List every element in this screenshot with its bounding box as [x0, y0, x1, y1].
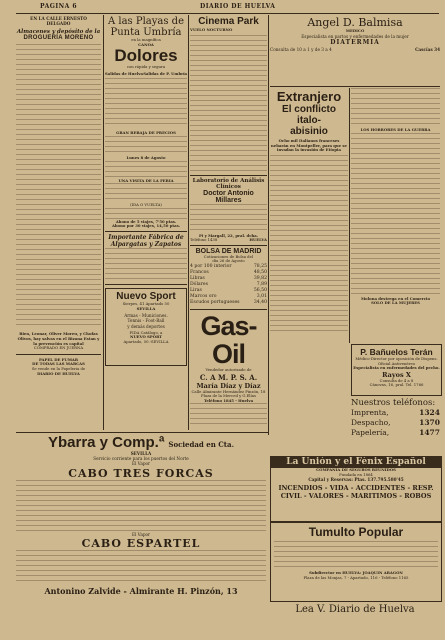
telefono-label: Imprenta, [351, 408, 389, 417]
conflicto-text [270, 155, 348, 333]
page-number: PAGINA 6 [40, 3, 78, 10]
bolsa-label: Marcos oro [190, 293, 217, 299]
rebaja-text [105, 136, 187, 156]
playas-sub: en la magnífica [131, 37, 161, 42]
cinema-text [190, 35, 267, 173]
bolsa-sub: Cotizaciones de Bolsa del [203, 253, 254, 259]
feria-place: (IDA O VUELTA) [130, 202, 162, 208]
fabrica-title: Importante Fábrica de [108, 233, 184, 241]
playas-place: Punta Umbría [110, 27, 182, 38]
tumulto-ad [270, 522, 442, 602]
lab-title: Laboratorio de Análisis [192, 177, 265, 184]
bolsa-label: Dólares [190, 281, 208, 287]
lab-title-2: Clínicos [216, 183, 241, 190]
union-sub-2: Fundada en 1864 [339, 471, 373, 477]
bolsa-label: 4 por 100 interior [190, 263, 232, 269]
gas-name: María Díaz y Díaz [196, 381, 261, 390]
horrores-column [351, 88, 440, 343]
telefonos-list [351, 408, 440, 438]
paper-title: PAPEL DE FUMAR [38, 356, 79, 362]
paper-sub: DE TODAS LAS MARCAS [32, 361, 85, 367]
balmisa-addr: Cascías 34 [415, 46, 440, 52]
ybarra-ship-2: CABO ESPARTEL [81, 536, 201, 550]
bolsa-label: Escudos portugueses [190, 299, 240, 305]
lab-tel: Teléfono 1438 [190, 237, 218, 243]
gas-vendor: Vendedor autorizado de [205, 366, 252, 372]
lea-line [270, 604, 440, 624]
intro-title: EN LA CALLE ERNESTO [30, 16, 87, 21]
date-line: Lunes 8 de Agosto [126, 154, 166, 160]
lab-doctor: Doctor Antonio Millares [203, 189, 254, 204]
ybarra-vapor-2: El Vapor [131, 531, 151, 537]
bolsa-value: 7,89 [256, 281, 267, 287]
ybarra-footer: Antonino Zalvide - Almirante H. Pinzón, 13 [44, 585, 238, 596]
telefono-label: Despacho, [351, 418, 391, 427]
balmisa-role: MEDICO [345, 28, 365, 33]
ybarra-city: SEVILLA [130, 451, 152, 456]
gas-addr-2: Plaza de la Merced y G.Elías [201, 393, 256, 399]
sport-items: Armas - Municiones. [124, 313, 168, 319]
rebaja-title: GRAN REBAJA DE PRECIOS [116, 130, 176, 136]
sport-title: Nuevo Sport [116, 290, 176, 302]
teran-rayos: Rayos X [382, 370, 411, 379]
gas-company: C. A M. P. S. A. [199, 372, 258, 382]
tumulto-sub: Subdirector en HUELVA: JOAQUIN ARAGON [309, 570, 403, 575]
column-rule [188, 15, 189, 430]
lab-addr: Pi y Margall, 22, pral. dcha. [198, 232, 259, 238]
bolsa-table [190, 264, 267, 306]
feria-text-2 [105, 208, 187, 220]
balmisa-name: Angel D. Balmisa [307, 16, 403, 29]
playas-title: A las Playas de [107, 16, 184, 27]
column-1 [16, 16, 101, 421]
horrores-text-2 [351, 133, 440, 295]
bolsa-value: 39,82 [253, 275, 267, 281]
union-lines: INCENDIOS - VIDA - ACCIDENTES - RESP. CIVIL - VALORES - MARITIMOS - ROBOS [278, 484, 434, 501]
nuevo-sport-ad [105, 288, 187, 366]
salidas-huelva: Salidas de Huelva [105, 70, 143, 76]
balmisa-tech: DIATERMIA [330, 38, 380, 46]
paper-sub3: DIARIO DE HUELVA [37, 370, 80, 376]
cinema-title: Cinema Park [198, 16, 259, 27]
balmisa-hours: Consulta de 10 a 1 y de 3 a 4 [270, 46, 332, 52]
telefono-row [351, 418, 440, 428]
telefonos-ad [351, 398, 440, 453]
ceuta-title: Molona destrega en el Comercio [360, 295, 431, 301]
date-text [105, 161, 187, 179]
cinema-sub: VUELO NOCTURNO [190, 27, 233, 32]
canoa-label: CANOA [138, 41, 154, 47]
warning-note: Bien, Leonar, Oliver Moreu, y Chofas Olivos, hay salvas en el Bizana Estan y la prevención es capital [17, 331, 100, 346]
bolsa-title: BOLSA DE MADRID [195, 247, 262, 255]
drugstore-name: DROGUERÍA MORENO [23, 35, 94, 42]
gas-addr: Calle Almirante Hernández Pinzón, 18 [191, 388, 266, 394]
horrores-text-1 [351, 88, 440, 128]
telefono-row [351, 408, 440, 418]
column-rule [349, 88, 350, 343]
feria-title: UNA VISITA DE LA FERIA [118, 177, 174, 183]
sport-city: SEVILLA [136, 305, 156, 311]
lab-text [190, 204, 267, 234]
ybarra-text-2 [16, 550, 266, 584]
bolsa-value: 56,50 [253, 287, 267, 293]
horrores-title: LOS HORRORES DE LA GUERRA [360, 127, 431, 132]
drugstore-title: Almacenes y depósito de la [16, 29, 101, 36]
ybarra-vapor: El Vapor [131, 461, 151, 467]
telefonos-title: Nuestros teléfonos: [351, 398, 436, 408]
sport-apto-2: Apartado, 50.-SEVILLA [123, 338, 169, 344]
telefono-label: Papelería, [351, 428, 390, 437]
sport-addr: Sierpes, 41 Apartado 50 [122, 300, 170, 306]
fabrica-text [105, 248, 187, 282]
conflicto-title-2: abisinio [290, 126, 328, 137]
telefono-row [351, 428, 440, 438]
feria-text [105, 183, 187, 203]
bolsa-label: Libras [190, 275, 205, 281]
price-1: Abono de 5 viajes, 7'50 ptas. [115, 218, 177, 224]
union-title: La Unión y el Fénix Español [271, 457, 441, 468]
union-sub: COMPAÑIA DE SEGUROS REUNIDOS [316, 467, 396, 472]
bolsa-row [190, 300, 267, 306]
tumulto-title: Tumulto Popular [308, 525, 404, 539]
teran-consulta: Consulta de 4 a 8 [379, 377, 414, 383]
gas-tel: Teléfono 1845 - Huelva [203, 397, 254, 403]
ceuta-sub: SOLO DE LA MUJERES [371, 300, 420, 306]
bolsa-label: Francos [190, 269, 209, 275]
balmisa-spec: Especialista en partos y enfermedades de la mujer [301, 33, 409, 39]
union-fenix-ad [270, 456, 442, 522]
masthead: DIARIO DE HUELVA [200, 3, 276, 10]
published-note: COMPRADO EN JUERNA [33, 345, 84, 351]
bolsa-value: 78,25 [253, 263, 267, 269]
teran-sub: Médico-Director por oposición de Dispens. Oficial Antivenéreo [355, 356, 438, 366]
column-2 [105, 16, 187, 426]
union-capital: Capital y Reservas: Ptas. 137.795.580'45 [308, 477, 404, 483]
telefono-number: 1477 [419, 428, 440, 437]
ybarra-title: Ybarra y Comp.ª [47, 434, 165, 451]
sport-apto: NUEVO SPORT [129, 334, 162, 340]
ybarra-ad [16, 434, 266, 634]
teran-spec: Especialista en enfermedades del pecho. [353, 365, 440, 371]
salidas-umbria: Salidas de P. Umbría [143, 70, 187, 76]
column-3 [190, 16, 267, 441]
sport-items-3: y demás deportes [127, 323, 165, 329]
bolsa-value: 48,50 [253, 269, 267, 275]
gas-oil-title: Gas-Oil [200, 310, 257, 369]
intro-sub: DELGADO [46, 21, 71, 27]
sport-items-2: Tennis - Foot-Ball [127, 318, 165, 324]
ybarra-ship: CABO TRES FORCAS [68, 466, 214, 480]
extranjero-column [270, 88, 348, 343]
teran-title: P. Bañuelos Terán [360, 347, 433, 357]
telefono-number: 1324 [419, 408, 440, 417]
telefono-number: 1370 [419, 418, 440, 427]
extranjero-title: Extranjero [276, 89, 342, 104]
teran-addr: Cánovas, 16, pral. Tel. 1766 [369, 382, 424, 388]
column-rule [103, 15, 104, 430]
dolores-title: Dolores [114, 46, 178, 66]
bolsa-label: Liras [190, 287, 202, 293]
gas-text [190, 403, 267, 427]
teran-ad [351, 344, 442, 396]
sport-pida: PIDA Catálogo, a [129, 329, 163, 335]
bolsa-value: 3,01 [256, 293, 267, 299]
ybarra-text [16, 480, 266, 532]
price-2: Abono por 30 viajes, 14,50 ptas. [111, 223, 181, 229]
conflicto-sub: Ocho mil Italianos franceses nebarán en Montpeller, para que se invadan la invasión de Etiopia [271, 138, 347, 153]
ybarra-service: Servicio corriente para los puertos del Norte [93, 456, 189, 462]
paper-sub2: Se vende en la Papeleria de [31, 365, 86, 371]
schedule-table [105, 78, 187, 128]
article-text-block [16, 44, 101, 329]
bolsa-value: 34,40 [253, 299, 267, 305]
lab-city: HUELVA [249, 237, 267, 243]
column-rule [268, 15, 269, 435]
header-rule [16, 13, 439, 14]
ybarra-sub: Sociedad en Cta. [168, 440, 235, 449]
conflicto-title: El conflicto italo- [282, 104, 336, 126]
lea-text: Lea V. Diario de Huelva [295, 604, 415, 615]
tumulto-addr: Plaza de las Monjas, 7 - Apartado, 116 - Teléfono 1165 [303, 574, 409, 580]
tumulto-text [274, 541, 438, 569]
bolsa-sub-2: día 26 de Agosto [212, 258, 245, 264]
dolores-sub: con rápida y segura [126, 64, 166, 70]
fabrica-title-2: Alpargatas y Zapatos [110, 240, 182, 248]
balmisa-ad [270, 16, 440, 88]
